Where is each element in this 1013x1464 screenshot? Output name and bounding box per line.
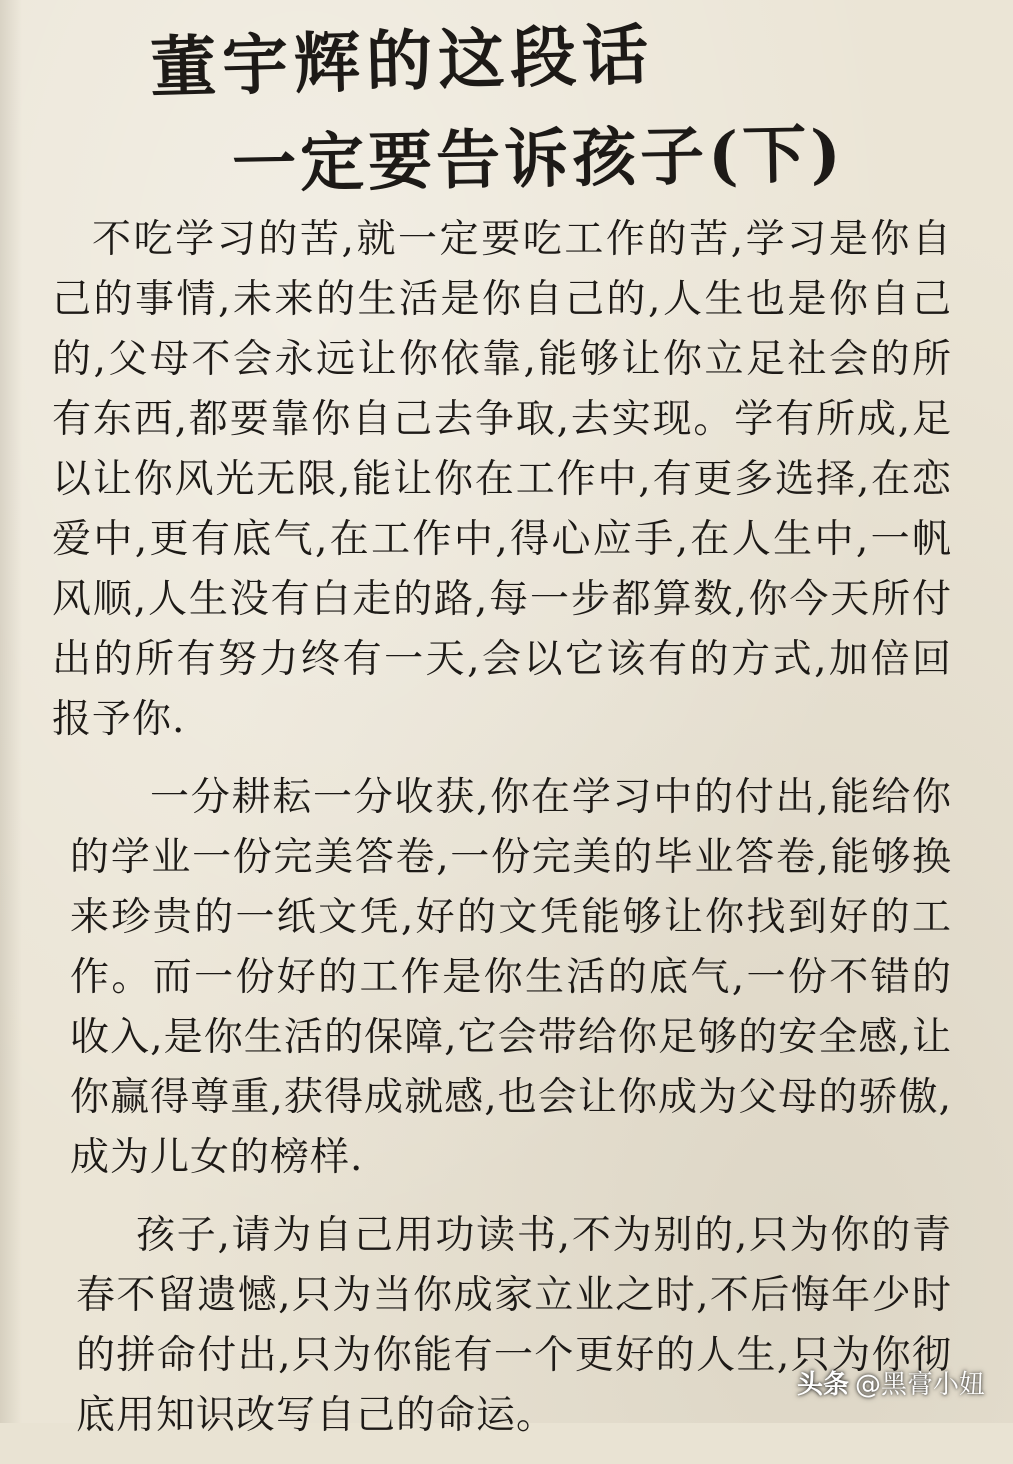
paragraph-2: 一分耕耘一分收获,你在学习中的付出,能给你的学业一份完美答卷,一份完美的毕业答卷,能够换来珍贵的一纸文凭,好的文凭能够让你找到好的工作。而一份好的工作是你生活的底气,一份不错的收入,是你生活的保障,它会带给你足够的安全感,让你赢得尊重,获得成就感,也会让你成为父母的骄傲,成为儿女的榜样.	[70, 775, 952, 1180]
paragraph-1: 不吃学习的苦,就一定要吃工作的苦,学习是你自己的事情,未来的生活是你自己的,人生也是你自己的,父母不会永远让你依靠,能够让你立足社会的所有东西,都要靠你自己去争取,去实现。学有所成,足以让你风光无限,能让你在工作中,有更多选择,在恋爱中,更有底气,在工作中,得心应手,在人生中,一帆风顺,人生没有白走的路,每一步都算数,你今天所付出的所有努力终有一天,会以它该有的方式,加倍回报予你.	[52, 217, 952, 742]
watermark-handle: @黑膏小妞	[854, 1370, 985, 1400]
watermark	[797, 1364, 985, 1401]
paragraph-3: 孩子,请为自己用功读书,不为别的,只为你的青春不留遗憾,只为当你成家立业之时,不后悔年少时的拼命付出,只为你能有一个更好的人生,只为你彻底用知识改写自己的命运。	[76, 1213, 952, 1438]
page-edge-shadow	[0, 0, 22, 1423]
page-title-line1: 董宇辉的这段话	[149, 15, 656, 107]
page-title-line2: 一定要告诉孩子(下)	[231, 116, 846, 203]
toutiao-logo: 头条	[796, 1370, 849, 1400]
essay-body	[52, 210, 952, 1464]
